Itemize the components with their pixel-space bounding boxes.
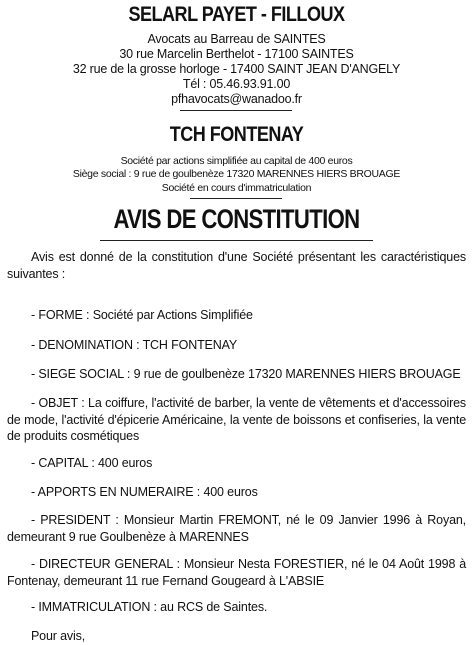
company-registered-office: Siège social : 9 rue de goulbenèze 17320 MARENNES HIERS BROUAGE: [72, 168, 401, 180]
company-divider: [190, 198, 282, 199]
notice-item-objet: - OBJET : La coiffure, l'activité de barber, la vente de vêtements et d'accessoires de mode, l'activité d'épicerie Américaine, la vente de boissons et confiseries, la vente de produits cosmétiques: [7, 396, 466, 443]
notice-item-immatriculation: - IMMATRICULATION : au RCS de Saintes.: [31, 600, 268, 614]
law-firm-bar: Avocats au Barreau de SAINTES: [147, 32, 326, 46]
company-name: TCH FONTENAY: [169, 123, 304, 146]
notice-item-forme: - FORME : Société par Actions Simplifiée: [31, 308, 253, 322]
notice-item-directeur-general: - DIRECTEUR GENERAL : Monsieur Nesta FORESTIER, né le 04 Août 1998 à Fontenay, demeurant 11 rue Fernand Gougeard à L'ABSIE: [7, 557, 466, 588]
notice-item-denomination: - DENOMINATION : TCH FONTENAY: [31, 338, 238, 352]
notice-item-siege-social: - SIEGE SOCIAL : 9 rue de goulbenèze 17320 MARENNES HIERS BROUAGE: [31, 367, 461, 381]
title-divider: [100, 240, 373, 241]
notice-item-capital: - CAPITAL : 400 euros: [31, 456, 153, 470]
company-legal-form: Société par actions simplifiée au capital de 400 euros: [120, 155, 353, 167]
notice-intro: Avis est donné de la constitution d'une Société présentant les caractéristiques suivantes :: [7, 250, 466, 281]
law-firm-address-saint-jean: 32 rue de la grosse horloge - 17400 SAINT JEAN D'ANGELY: [72, 62, 401, 76]
notice-item-president: - PRESIDENT : Monsieur Martin FREMONT, né le 09 Janvier 1996 à Royan, demeurant 9 rue Goulbenèze à MARENNES: [7, 513, 466, 544]
law-firm-phone: Tél : 05.46.93.91.00: [182, 77, 291, 91]
law-firm-address-saintes: 30 rue Marcelin Berthelot - 17100 SAINTES: [119, 47, 354, 61]
notice-title: AVIS DE CONSTITUTION: [113, 204, 360, 234]
law-firm-name: SELARL PAYET - FILLOUX: [128, 3, 345, 26]
notice-closing: Pour avis,: [31, 629, 86, 643]
company-registration-status: Société en cours d'immatriculation: [161, 182, 312, 194]
header-divider: [180, 110, 292, 111]
law-firm-email: pfhavocats@wanadoo.fr: [171, 92, 302, 106]
notice-item-apports: - APPORTS EN NUMERAIRE : 400 euros: [31, 485, 258, 499]
